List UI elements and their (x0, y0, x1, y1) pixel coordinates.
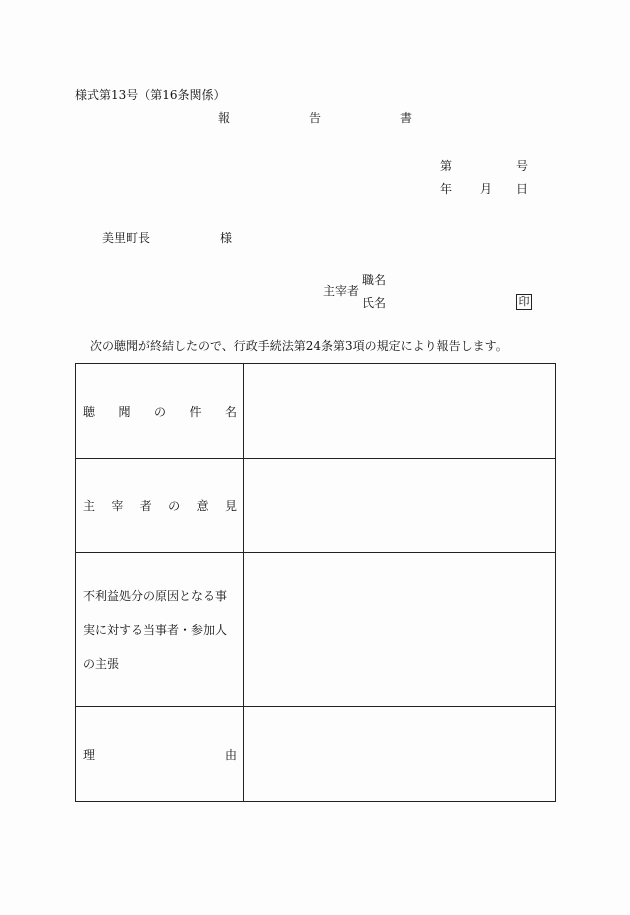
label-char: 主 (83, 499, 96, 513)
number-suffix: 号 (516, 159, 529, 173)
label-char: 宰 (111, 499, 124, 513)
label-char: の (153, 404, 166, 419)
label-char: の (168, 499, 181, 513)
label-char: 名 (224, 404, 237, 419)
presider-title-label: 職名 (362, 273, 387, 287)
label-char: 理 (83, 747, 96, 762)
case-name-label (76, 364, 244, 459)
label-char: 意 (196, 499, 209, 513)
label-char: 者 (139, 499, 152, 513)
label-char: 聞 (118, 404, 131, 419)
intro-text: 次の聴聞が終結したので、行政手続法第24条第3項の規定により報告します。 (90, 339, 508, 353)
reason-field[interactable] (244, 707, 556, 802)
claims-label-line-3: の主張 (83, 656, 120, 671)
table-row-presider-opinion (76, 459, 556, 553)
form-number: 様式第13号（第16条関係） (75, 88, 226, 102)
label-char: 件 (189, 404, 202, 419)
title-char-3: 書 (400, 111, 413, 125)
claims-label-line-2: 実に対する当事者・参加人 (83, 622, 228, 637)
addressee-honorific: 様 (220, 231, 233, 245)
date-day: 日 (516, 182, 529, 196)
presider-label: 主宰者 (323, 284, 360, 298)
label-char: 見 (224, 499, 237, 513)
presider-opinion-field[interactable] (244, 459, 556, 553)
number-prefix: 第 (440, 159, 453, 173)
claims-label-line-1: 不利益処分の原因となる事 (83, 588, 228, 603)
addressee-name: 美里町長 (102, 231, 151, 245)
presider-name-label: 氏名 (362, 296, 387, 310)
case-name-field[interactable] (244, 364, 556, 459)
report-table (75, 363, 556, 802)
reason-label (76, 707, 244, 802)
table-row-reason (76, 707, 556, 802)
seal-mark: 印 (516, 294, 532, 310)
date-year: 年 (440, 182, 453, 196)
presider-opinion-label (76, 459, 244, 553)
title-char-2: 告 (309, 111, 322, 125)
label-char: 由 (224, 747, 237, 762)
claims-field[interactable] (244, 553, 556, 707)
label-char: 聴 (83, 404, 96, 419)
claims-label (76, 553, 244, 707)
table-row-case-name (76, 364, 556, 459)
title-char-1: 報 (218, 111, 231, 125)
date-month: 月 (480, 182, 493, 196)
table-row-claims (76, 553, 556, 707)
